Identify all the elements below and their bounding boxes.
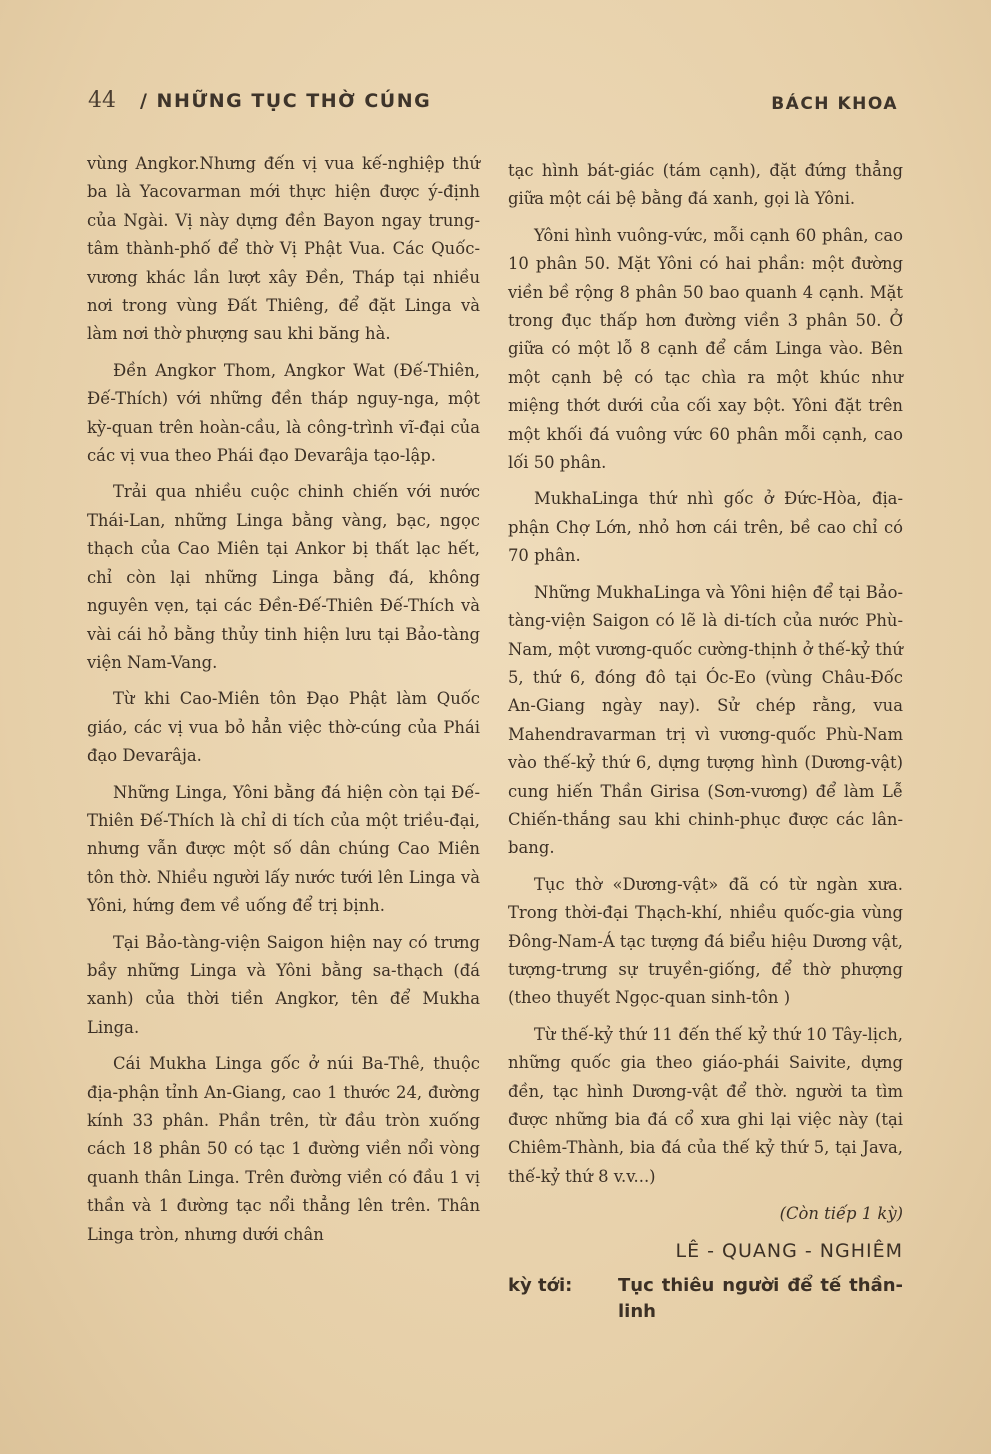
paragraph: vùng Angkor.Nhưng đến vị vua kế-nghiệp thứ ba là Yacovarman mới thực hiện được ý-định của Ngài. Vị này dựng đền Bayon ngay trung-tâm thành-phố để thờ Vị Phật Vua. Các Quốc-vương khác lần lượt xây Đền, Tháp tại nhiều nơi trong vùng Đất Thiêng, để đặt Linga và làm nơi thờ phượng sau khi băng hà. (87, 154, 480, 344)
right-column (508, 157, 903, 1325)
page-header (88, 88, 898, 118)
continued-note: (Còn tiếp 1 kỳ) (779, 1204, 903, 1224)
paragraph: Cái Mukha Linga gốc ở núi Ba-Thê, thuộc địa-phận tỉnh An-Giang, cao 1 thước 24, đường kính 33 phân. Phần trên, từ đầu tròn xuống cách 18 phân 50 có tạc 1 đường viền nổi vòng quanh thân Linga. Trên đường viền có đầu 1 vị thần và 1 đường tạc nổi thẳng lên trên. Thân Linga tròn, nhưng dưới chân (87, 1054, 480, 1244)
next-issue-label: kỳ tới: (508, 1275, 573, 1297)
next-issue-notice (508, 1273, 903, 1325)
paragraph: Đền Angkor Thom, Angkor Wat (Đế-Thiên, Đế-Thích) với những đền tháp nguy-nga, một kỳ-quan trên hoàn-cầu, là công-trình vĩ-đại của các vị vua theo Phái đạo Devarâja tạo-lập. (87, 360, 480, 466)
author-name: LÊ - QUANG - NGHIÊM (675, 1240, 903, 1263)
paragraph: Tục thờ «Dương-vật» đã có từ ngàn xưa. Trong thời-đại Thạch-khí, nhiều quốc-gia vùng Đông-Nam-Á tạc tượng đá biểu hiệu Dương vật, tượng-trưng sự truyền-giống, để thờ phượng (theo thuyết Ngọc-quan sinh-tôn ) (508, 874, 903, 1008)
paragraph: Từ khi Cao-Miên tôn Đạo Phật làm Quốc giáo, các vị vua bỏ hẳn việc thờ-cúng của Phái đạo Devarâja. (87, 689, 480, 766)
running-title: / NHỮNG TỤC THỜ CÚNG (140, 90, 432, 112)
paragraph: Từ thế-kỷ thứ 11 đến thế kỷ thứ 10 Tây-lịch, những quốc gia theo giáo-phái Saivite, dựng đền, tạc hình Dương-vật để thờ. người ta tìm được những bia đá cổ xưa ghi lại việc này (tại Chiêm-Thành, bia đá của thế kỷ thứ 5, tại Java, thế-kỷ thứ 8 v.v...) (508, 1024, 903, 1186)
paragraph: MukhaLinga thứ nhì gốc ở Đức-Hòa, địa-phận Chợ Lớn, nhỏ hơn cái trên, bề cao chỉ có 70 phân. (508, 489, 903, 566)
paragraph: Yôni hình vuông-vức, mỗi cạnh 60 phân, cao 10 phân 50. Mặt Yôni có hai phần: một đường viền bề rộng 8 phân 50 bao quanh 4 cạnh. Mặt trong đục thấp hơn đường viền 3 phân 50. Ở giữa có một lỗ 8 cạnh để cắm Linga vào. Bên một cạnh bệ có tạc chìa ra một khúc như miệng thớt dưới của cối xay bột. Yôni đặt trên một khối đá vuông vức 60 phân mỗi cạnh, cao lối 50 phân. (508, 225, 903, 473)
paragraph: Những MukhaLinga và Yôni hiện để tại Bảo-tàng-viện Saigon có lẽ là di-tích của nước Phù-Nam, một vương-quốc cường-thịnh ở thế-kỷ thứ 5, thứ 6, đóng đô tại Óc-Eo (vùng Châu-Đốc An-Giang ngày nay). Sử chép rằng, vua Mahendravarman trị vì vương-quốc Phù-Nam vào thế-kỷ thứ 6, dựng tượng hình (Dương-vật) cung hiến Thần Girisa (Sơn-vương) để làm Lễ Chiến-thắng sau khi chinh-phục được các lân-bang. (508, 582, 903, 858)
paragraph: Tại Bảo-tàng-viện Saigon hiện nay có trưng bầy những Linga và Yôni bằng sa-thạch (đá xanh) của thời tiền Angkor, tên để Mukha Linga. (87, 932, 480, 1037)
paragraph: Những Linga, Yôni bằng đá hiện còn tại Đế-Thiên Đế-Thích là chỉ di tích của một triều-đại, nhưng vẫn được một số dân chúng Cao Miên tôn thờ. Nhiều người lấy nước tưới lên Linga và Yôni, hứng đem về uống để trị bịnh. (87, 782, 480, 916)
magazine-name: BÁCH KHOA (771, 94, 898, 114)
paragraph: Trải qua nhiều cuộc chinh chiến với nước Thái-Lan, những Linga bằng vàng, bạc, ngọc thạch của Cao Miên tại Ankor bị thất lạc hết, chỉ còn lại những Linga bằng đá, không nguyên vẹn, tại các Đền-Đế-Thiên Đế-Thích và vài cái hỏ bằng thủy tinh hiện lưu tại Bảo-tàng viện Nam-Vang. (87, 482, 480, 672)
paragraph: tạc hình bát-giác (tám cạnh), đặt đứng thẳng giữa một cái bệ bằng đá xanh, gọi là Yôni. (508, 161, 903, 209)
left-column (87, 150, 480, 1257)
next-issue-title: Tục thiêu người để tế thần-linh (618, 1275, 903, 1323)
page-number: 44 (88, 88, 116, 113)
